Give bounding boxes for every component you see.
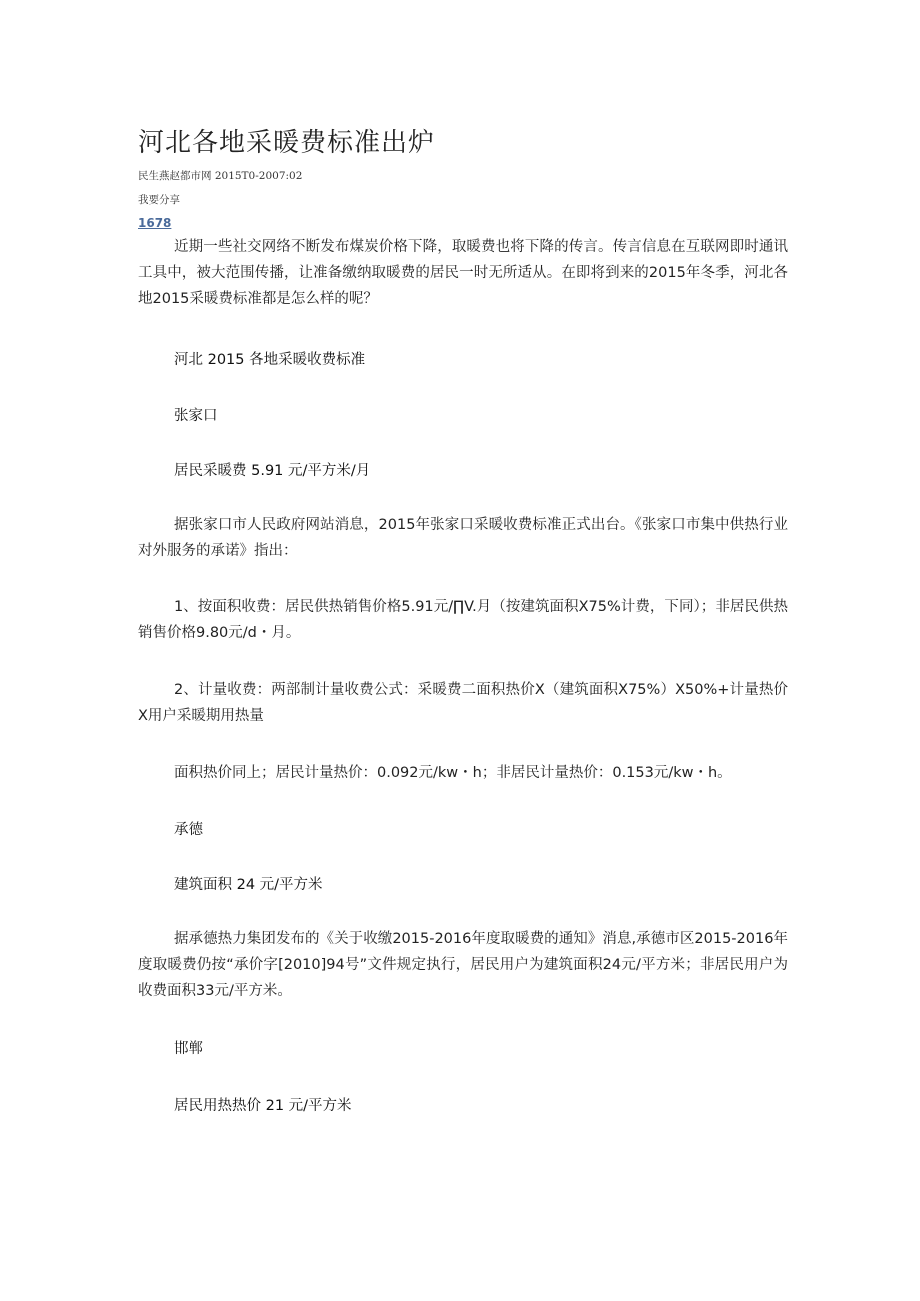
- city-heading-zhangjiakou: 张家口: [174, 408, 218, 424]
- share-link[interactable]: 我要分享: [138, 194, 180, 206]
- city-heading-chengde: 承德: [174, 822, 203, 838]
- article-source: 民生燕赵都市网 2015T0-2007:02: [138, 170, 303, 182]
- paragraph-zhangjiakou-3: 2、计量收费：两部制计量收费公式：采暖费二面积热价X（建筑面积X75%）X50%+计量热价X用户采暖期用热量: [138, 682, 788, 724]
- intro-paragraph: 近期一些社交网络不断发布煤炭价格下降，取暖费也将下降的传言。传言信息在互联网即时通讯工具中，被大范围传播，让准备缴纳取暖费的居民一时无所适从。在即将到来的2015年冬季，河北各地2015采暖费标准都是怎么样的呢？: [138, 239, 788, 307]
- article-title: 河北各地采暖费标准出炉: [138, 128, 436, 158]
- city-heading-handan: 邯郸: [174, 1041, 203, 1057]
- paragraph-chengde-1: 据承德热力集团发布的《关于收缴2015-2016年度取暖费的通知》消息,承德市区2015-2016年度取暖费仍按“承价字[2010]94号”文件规定执行，居民用户为建筑面积24元/平方米；非居民用户为收费面积33元/平方米。: [138, 931, 788, 999]
- share-count[interactable]: 1678: [138, 216, 172, 230]
- section-title: 河北 2015 各地采暖收费标准: [174, 352, 366, 368]
- paragraph-zhangjiakou-2: 1、按面积收费：居民供热销售价格5.91元∕∏V.月（按建筑面积X75%计费，下同）；非居民供热销售价格9.80元/d・月。: [138, 599, 788, 641]
- price-heading-zhangjiakou: 居民采暖费 5.91 元/平方米/月: [174, 463, 371, 479]
- paragraph-zhangjiakou-4: 面积热价同上；居民计量热价：0.092元/kw・h；非居民计量热价：0.153元/kw・h。: [174, 765, 732, 781]
- price-heading-handan: 居民用热热价 21 元/平方米: [174, 1098, 352, 1114]
- paragraph-zhangjiakou-1: 据张家口市人民政府网站消息，2015年张家口采暖收费标准正式出台。《张家口市集中供热行业对外服务的承诺》指出：: [138, 517, 788, 559]
- price-heading-chengde: 建筑面积 24 元/平方米: [174, 877, 323, 893]
